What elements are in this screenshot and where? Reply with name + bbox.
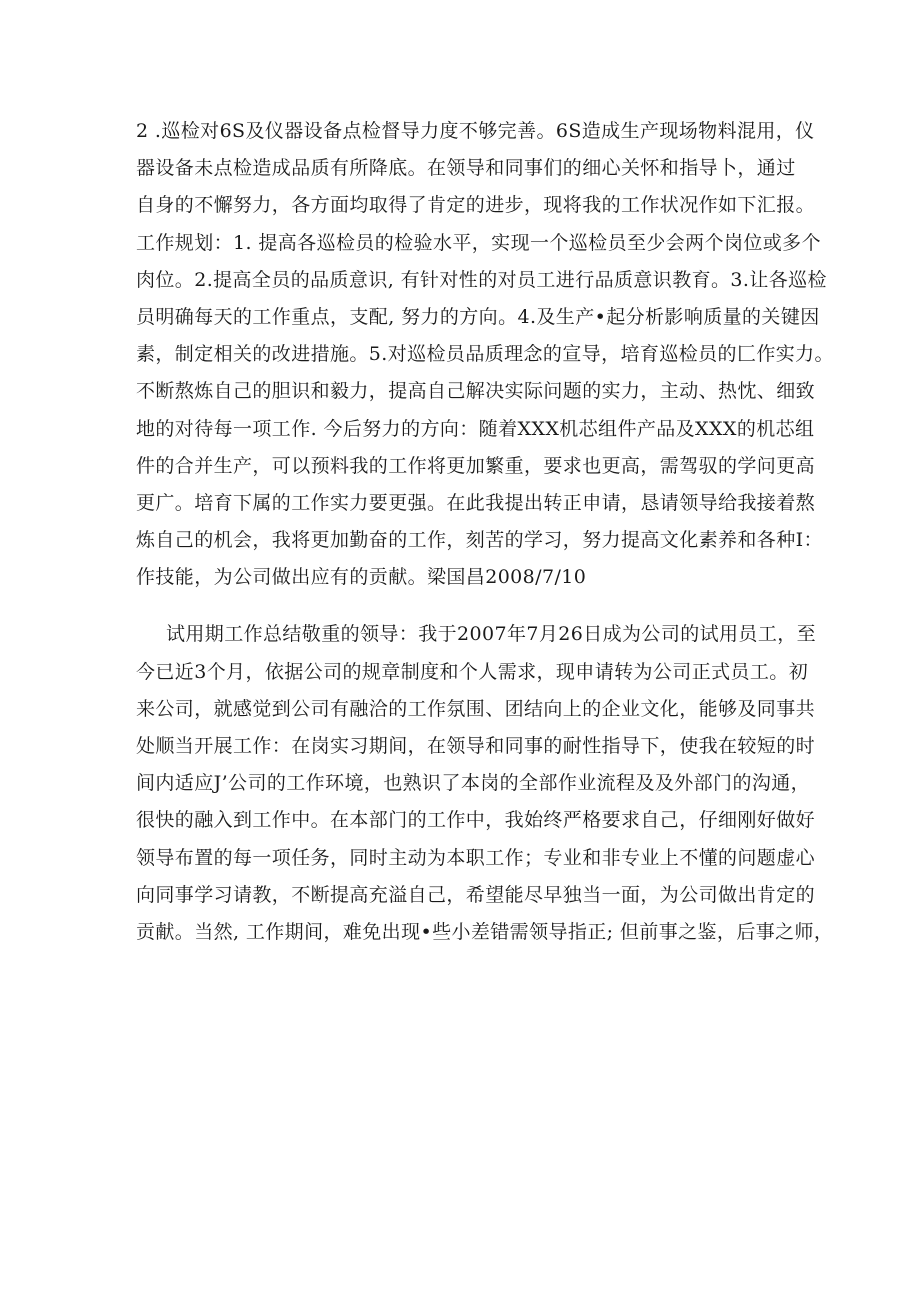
text-line: 贡献。当然, 工作期间，难免出现•些小差错需领导指正; 但前事之鉴，后事之师， — [136, 920, 834, 943]
text-line: 素，制定相关的改进措施。5.对巡检员品质理念的宣导，培育巡检员的匚作实力。 — [136, 343, 834, 366]
text-line: 间内适应J’公司的工作环境，也熟识了本岗的全部作业流程及及外部门的沟通， — [136, 772, 811, 795]
text-line: 2 .巡检对6S及仪器设备点检督导力度不够完善。6S造成生产现场物料混用，仪 — [136, 120, 815, 142]
text-line: 很快的融入到工作中。在本部门的工作中，我始终严格要求自己，仔细刚好做好 — [136, 809, 816, 832]
text-line: 处顺当开展工作：在岗实习期间，在领导和同事的耐性指导下，使我在较短的时 — [136, 735, 816, 757]
text-line: 员明确每天的工作重点，支配, 努力的方向。4.及生产•起分析影响质量的关键因 — [136, 305, 820, 328]
paragraph-gap — [136, 596, 836, 616]
text-line: 器设备未点检造成品质有所降底。在领导和同事们的细心关怀和指导卜，通过 — [136, 157, 796, 180]
text-line: 更广。培育下属的工作实力要更强。在此我提出转正申请，恳请领导给我接着熬 — [136, 491, 816, 514]
text-line: 肉位。2.提高全员的品质意识, 有针对性的对员工进行品质意识教育。3.让各巡检 — [136, 268, 827, 291]
text-line: 作技能，为公司做出应有的贡献。梁国昌2008/7/10 — [136, 566, 587, 589]
text-line: 自身的不懈努力，各方面均取得了肯定的进步，现将我的工作状况作如下汇报。 — [136, 194, 816, 217]
text-line: 炼自己的机会，我将更加勤奋的工作，刻苦的学习，努力提高文化素养和各种I： — [136, 529, 823, 552]
text-line: 地的对待每一项工作. 今后努力的方向：随着XXX机芯组件产品及XXX的机芯组 — [136, 417, 815, 440]
text-line: 来公司，就感觉到公司有融洽的工作氛围、团结向上的企业文化，能够及同事共 — [136, 697, 816, 720]
document-body — [136, 113, 836, 951]
text-line: 工作规划：1. 提高各巡检员的检验水平，实现一个巡检员至少会两个岗位或多个 — [136, 231, 821, 254]
text-line: 今已近3个月，依据公司的规章制度和个人需求，现申请转为公司正式员工。初 — [136, 660, 809, 683]
text-line: 件的合并生产，可以预料我的工作将更加繁重，要求也更高，需驾驭的学问更高 — [136, 454, 816, 477]
text-line: 领导布置的每一项任务，同时主动为本职工作；专业和非专业上不懂的问题虚心 — [136, 846, 816, 869]
text-line: 试用期工作总结敬重的领导：我于2007年7月26日成为公司的试用员工，至 — [166, 623, 817, 646]
text-line: 向同事学习请教，不断提高充溢自己，希望能尽早独当一面，为公司做出肯定的 — [136, 883, 816, 906]
text-line: 不断熬炼自己的胆识和毅力，提高自己解决实际问题的实力，主动、热忱、细致 — [136, 380, 816, 403]
